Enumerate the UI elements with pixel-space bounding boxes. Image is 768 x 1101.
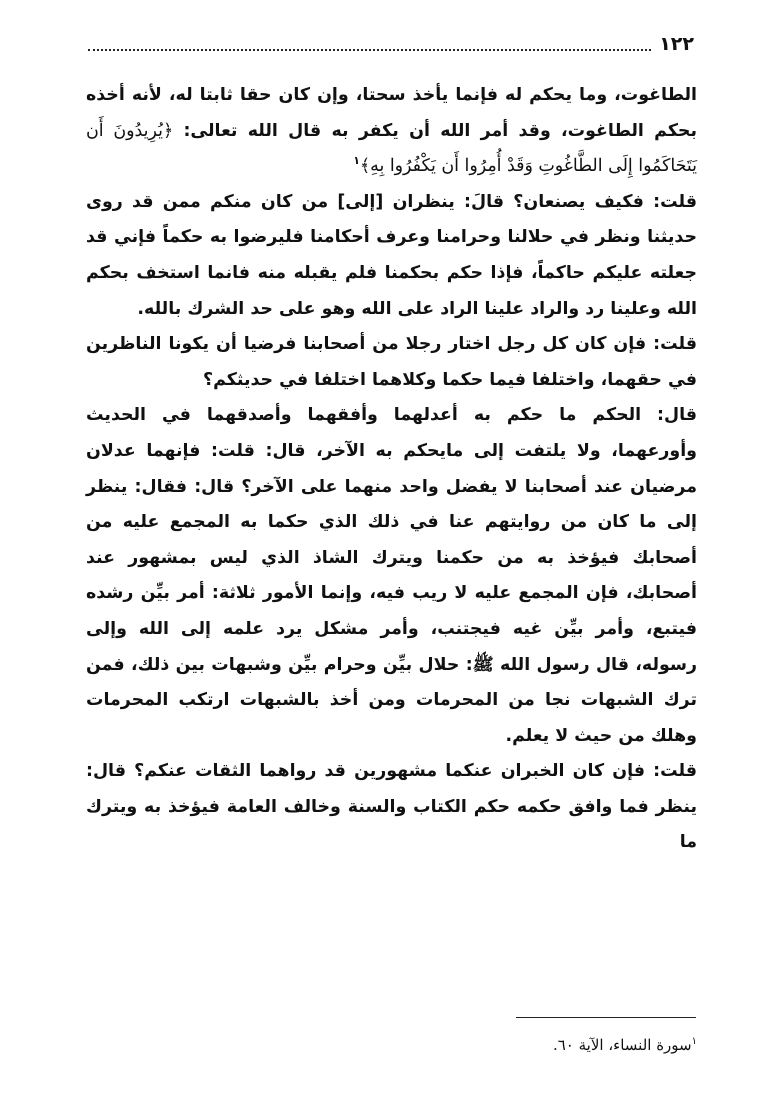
header-dotted-rule	[88, 49, 651, 51]
paragraph-3: قلت: فإن كان كل رجل اختار رجلا من أصحابنا فرضيا أن يكونا الناظرين في حقهما، واختلفا فيما حكما وكلاهما اختلفا في حديثكم؟	[86, 334, 697, 390]
paragraph-5: قلت: فإن كان الخبران عنكما مشهورين قد رواهما الثقات عنكم؟ قال: ينظر فما وافق حكمه حكم الكتاب والسنة وخالف العامة فيؤخذ به ويترك ما	[86, 761, 697, 853]
paragraph-2: قلت: فكيف يصنعان؟ قالَ: ينظران [إلى] من كان منكم ممن قد روى حديثنا ونظر في حلالنا وحرامنا وعرف أحكامنا فليرضوا به حكماً فإني قد جعلته عليكم حاكماً، فإذا حكم بحكمنا فلم يقبله منه فانما استخف بحكم الله وعلينا رد والراد علينا الراد على الله وهو على حد الشرك بالله.	[86, 191, 697, 319]
paragraph-1-text: الطاغوت، وما يحكم له فإنما يأخذ سحتا، وإن كان حقا ثابتا له، لأنه أخذه بحكم الطاغوت، وقد أمر الله أن يكفر به قال الله تعالى:	[86, 85, 697, 141]
page-number: ١٢٢	[659, 33, 694, 55]
paragraph-4: قال: الحكم ما حكم به أعدلهما وأفقهما وأصدقهما في الحديث وأورعهما، ولا يلتفت إلى مايحكم به الآخر، قال: قلت: فإنهما عدلان مرضيان عند أصحابنا لا يفضل واحد منهما على الآخر؟ قال: فقال: ينظر إلى ما كان من روايتهم عنا في ذلك الذي حكما به المجمع عليه من أصحابك فيؤخذ به من حكمنا ويترك الشاذ الذي ليس بمشهور عند أصحابك، فإن المجمع عليه لا ريب فيه، وإنما الأمور ثلاثة: أمر بيِّن رشده فيتبع، وأمر بيِّن غيه فيجتنب، وأمر مشكل يرد علمه إلى الله وإلى رسوله، قال رسول الله ﷺ: حلال بيِّن وحرام بيِّن وشبهات بين ذلك، فمن ترك الشبهات نجا من المحرمات ومن أخذ بالشبهات ارتكب المحرمات وهلك من حيث لا يعلم.	[86, 405, 697, 746]
footnote-separator	[516, 1017, 696, 1018]
quran-quote: ﴿يُرِيدُونَ أَن يَتَحَاكَمُوا إِلَى الطَّاغُوتِ وَقَدْ أُمِرُوا أَن يَكْفُرُوا بِهِ﴾	[86, 120, 697, 177]
main-text	[86, 78, 697, 861]
footnote-marker: ١	[691, 1036, 697, 1047]
page-header	[88, 28, 694, 60]
footnote-reference[interactable]: ١	[353, 154, 360, 168]
paragraph-1	[86, 78, 697, 185]
footnote-text: سورة النساء، الآية ٦٠.	[552, 1036, 692, 1054]
footnote	[86, 1031, 697, 1056]
